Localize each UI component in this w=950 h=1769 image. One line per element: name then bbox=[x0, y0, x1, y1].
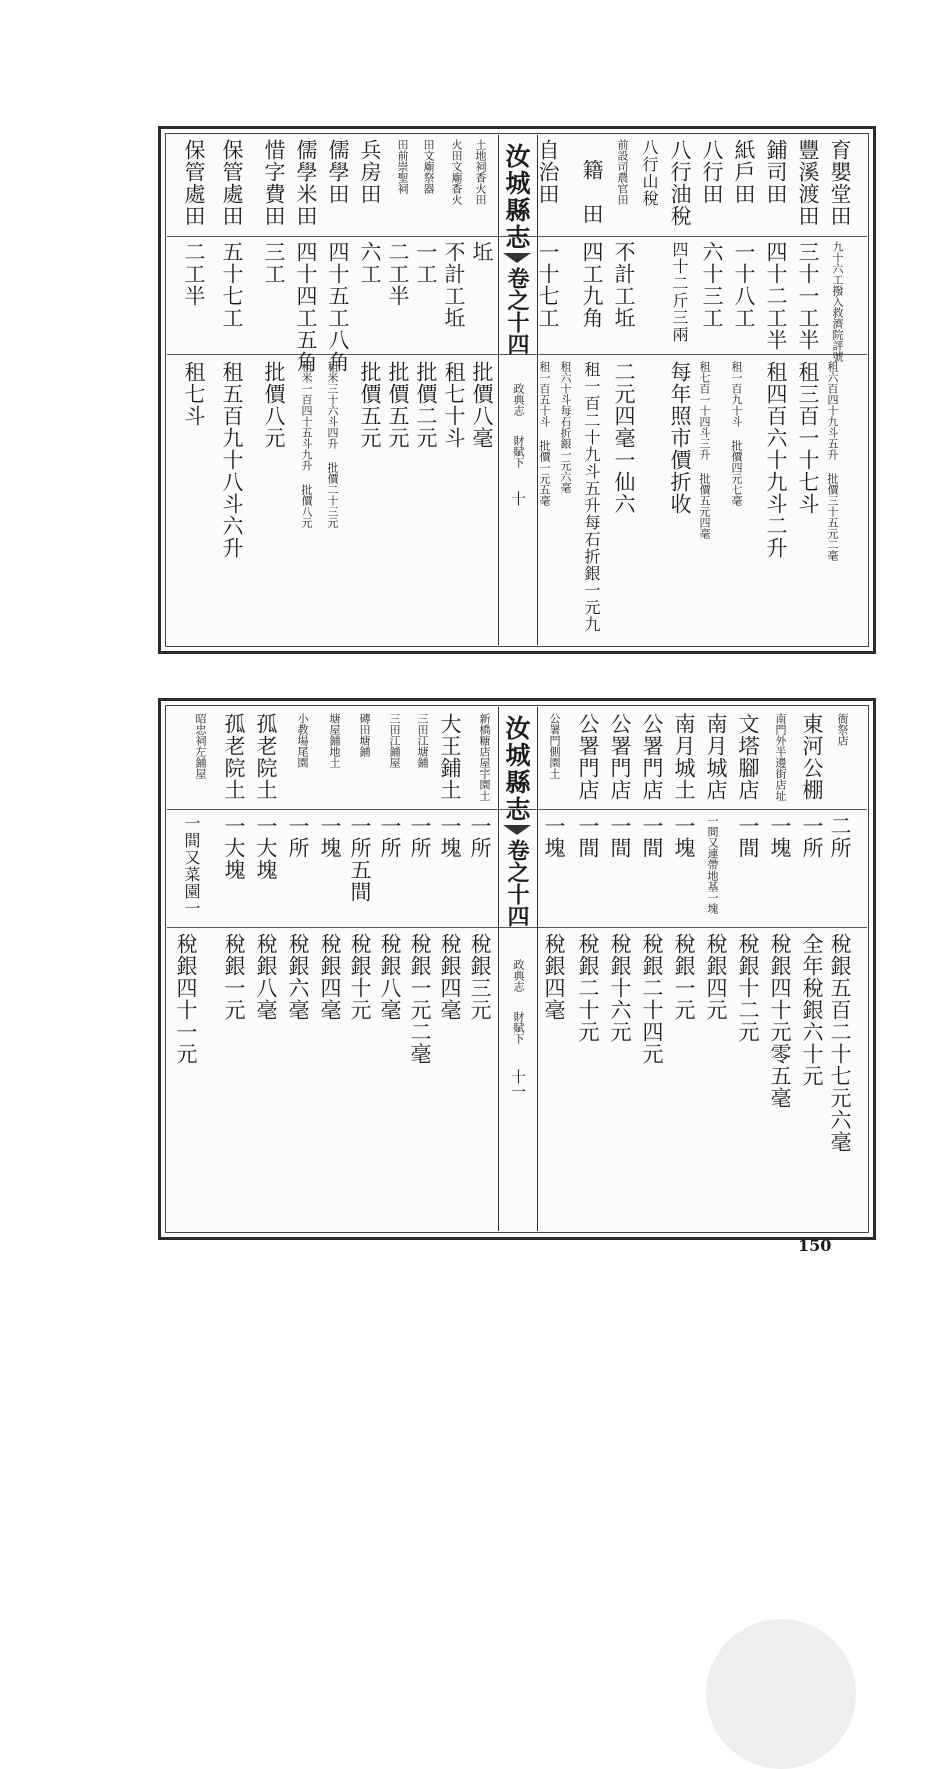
entry-area: 一大塊 bbox=[254, 815, 278, 881]
entry-value: 稅銀二十四元 bbox=[640, 933, 664, 1065]
entry-note: 前設司農官田 bbox=[616, 139, 629, 205]
entry-area: 一塊 bbox=[318, 815, 342, 859]
entry-name: 紙戶田 bbox=[732, 139, 756, 205]
entry-value: 每年照市價折收 bbox=[668, 361, 692, 515]
library-watermark-stamp bbox=[706, 1619, 856, 1769]
entry-name: 孤老院土 bbox=[222, 713, 246, 801]
entry-area: 一塊 bbox=[438, 815, 462, 859]
entry-area: 一塊 bbox=[542, 815, 566, 859]
entry-value: 批價五元 bbox=[358, 361, 382, 449]
entry-value: 批價二元 bbox=[414, 361, 438, 449]
entry-name: 育嬰堂田 bbox=[828, 139, 852, 227]
entry-area: 六工 bbox=[358, 241, 382, 285]
entry-value: 全年稅銀六十元 bbox=[800, 933, 824, 1087]
entry-name: 鋪司田 bbox=[764, 139, 788, 205]
entry-value: 稅銀三元 bbox=[468, 933, 492, 1021]
entry-name: 南門外半邊街店址 bbox=[774, 713, 787, 801]
folio-number: 十 bbox=[509, 491, 527, 506]
entry-value: 租一百二十九斗五升每石折銀一元九 bbox=[582, 361, 601, 633]
fish-tail-mark bbox=[503, 825, 531, 835]
entry-name: 火田文廟香火 bbox=[450, 139, 463, 205]
entry-area: 四十四工五角 bbox=[294, 241, 318, 373]
entry-name: 儒學米田 bbox=[294, 139, 318, 227]
entry-area: 二工半 bbox=[182, 241, 206, 307]
section-label: 政典志 bbox=[512, 959, 525, 992]
entry-name: 公署門店 bbox=[576, 713, 600, 801]
entry-area: 一間 bbox=[736, 815, 760, 859]
entry-value: 租四百六十九斗二升 bbox=[764, 361, 788, 559]
entry-name: 大王鋪土 bbox=[438, 713, 462, 801]
entry-value: 稅銀四毫 bbox=[438, 933, 462, 1021]
entry-value: 租一百五十斗 批價一元五毫 bbox=[538, 361, 551, 506]
entry-area: 一工 bbox=[414, 241, 438, 285]
entry-value: 稅銀十六元 bbox=[608, 933, 632, 1043]
entry-name: 昭忠祠左鋪屋 bbox=[194, 713, 207, 779]
entry-name: 文塔腳店 bbox=[736, 713, 760, 801]
entry-area: 一塊 bbox=[768, 815, 792, 859]
bottom-center-band bbox=[498, 707, 538, 1231]
entry-value: 稅銀五百二十七元六毫 bbox=[828, 933, 852, 1153]
entry-area: 坵 bbox=[470, 241, 494, 263]
book-title: 汝城縣志 bbox=[502, 143, 531, 251]
entry-value: 稅銀四毫 bbox=[542, 933, 566, 1021]
entry-name: 田文廟祭器 bbox=[422, 139, 435, 194]
entry-name: 南月城店 bbox=[704, 713, 728, 801]
entry-area: 四十五工八角 bbox=[326, 241, 350, 373]
entry-value: 租六百四十九斗五升 批價三十五元二毫 bbox=[826, 361, 839, 561]
section-label: 政典志 bbox=[512, 383, 525, 416]
entry-area: 一間 bbox=[608, 815, 632, 859]
entry-value: 批價八元 bbox=[262, 361, 286, 449]
entry-value: 稅銀四十一元 bbox=[174, 933, 198, 1065]
bottom-page bbox=[158, 698, 876, 1240]
entry-value: 租三百一十七斗 bbox=[796, 361, 820, 515]
entry-name: 公署門店 bbox=[608, 713, 632, 801]
entry-value: 稅銀十元 bbox=[348, 933, 372, 1021]
entry-name: 公署門側園土 bbox=[548, 713, 561, 779]
entry-value: 稅銀四毫 bbox=[318, 933, 342, 1021]
book-title: 汝城縣志 bbox=[502, 715, 531, 823]
entry-name: 南月城土 bbox=[672, 713, 696, 801]
entry-area: 一間又菜園一 bbox=[182, 815, 201, 917]
entry-value: 租七十斗 bbox=[442, 361, 466, 449]
entry-name: 儒學田 bbox=[326, 139, 350, 205]
entry-value: 稅銀四十元零五毫 bbox=[768, 933, 792, 1109]
entry-value: 稅銀八毫 bbox=[254, 933, 278, 1021]
entry-name: 三田江塘鋪 bbox=[416, 713, 429, 768]
entry-area: 四十二斤三兩 bbox=[670, 241, 689, 343]
entry-value: 稅銀一元二毫 bbox=[408, 933, 432, 1065]
page-number: 150 bbox=[798, 1236, 832, 1255]
entry-name: 八行油稅 bbox=[668, 139, 692, 227]
entry-name: 保管處田 bbox=[220, 139, 244, 227]
entry-area: 三工 bbox=[262, 241, 286, 285]
entry-area: 一大塊 bbox=[222, 815, 246, 881]
entry-area: 不計工坵 bbox=[442, 241, 466, 329]
entry-name: 塘屋鋪地土 bbox=[328, 713, 341, 768]
entry-area: 二所 bbox=[828, 815, 852, 859]
entry-name: 豐溪渡田 bbox=[796, 139, 820, 227]
entry-area: 三十一工半 bbox=[796, 241, 820, 351]
entry-area: 一間 bbox=[576, 815, 600, 859]
entry-value: 租米三十六斗四升 批價二十三元 bbox=[326, 361, 339, 528]
subsection-label: 財賦下 bbox=[512, 1011, 525, 1044]
entry-area: 六十三工 bbox=[700, 241, 724, 329]
entry-value: 租一百九十斗 批價四元七毫 bbox=[730, 361, 743, 506]
fish-tail-mark bbox=[503, 253, 531, 263]
entry-name: 公署門店 bbox=[640, 713, 664, 801]
folio-number: 十一 bbox=[509, 1069, 527, 1099]
juan-label: 卷之十四 bbox=[504, 839, 530, 927]
entry-value: 批價五元 bbox=[386, 361, 410, 449]
entry-name: 保管處田 bbox=[182, 139, 206, 227]
entry-area: 一所 bbox=[378, 815, 402, 859]
entry-value: 稅銀六毫 bbox=[286, 933, 310, 1021]
entry-value: 稅銀一元 bbox=[672, 933, 696, 1021]
entry-value: 稅銀八毫 bbox=[378, 933, 402, 1021]
entry-name: 衙祭店 bbox=[836, 713, 849, 746]
entry-value: 租七百一十四斗三升 批價五元四毫 bbox=[698, 361, 711, 539]
entry-name: 惜字費田 bbox=[262, 139, 286, 227]
entry-name: 田前崇聖祠 bbox=[396, 139, 409, 194]
entry-name: 新橋糖店屋宇園土 bbox=[478, 713, 491, 801]
entry-value: 稅銀四元 bbox=[704, 933, 728, 1021]
entry-name: 孤老院土 bbox=[254, 713, 278, 801]
entry-area: 一塊 bbox=[672, 815, 696, 859]
entry-area: 九十六工撥入救濟院評號 bbox=[831, 241, 844, 362]
top-center-band bbox=[498, 135, 538, 645]
entry-area: 一所 bbox=[468, 815, 492, 859]
top-page bbox=[158, 126, 876, 654]
entry-value: 租米一百四十五斗九升 批價八元 bbox=[300, 361, 313, 528]
entry-name: 小教場尾園 bbox=[296, 713, 309, 768]
entry-area: 四十二工半 bbox=[764, 241, 788, 351]
subsection-label: 財賦下 bbox=[512, 435, 525, 468]
juan-label: 卷之十四 bbox=[504, 267, 530, 355]
entry-name: 土地祠香火田 bbox=[474, 139, 487, 205]
entry-area: 一所 bbox=[408, 815, 432, 859]
entry-name: 兵房田 bbox=[358, 139, 382, 205]
entry-area: 一間 bbox=[640, 815, 664, 859]
entry-area: 一所 bbox=[800, 815, 824, 859]
entry-value: 稅銀一元 bbox=[222, 933, 246, 1021]
entry-area: 一十八工 bbox=[732, 241, 756, 329]
entry-value: 租七斗 bbox=[182, 361, 206, 427]
entry-area: 一所五間 bbox=[348, 815, 372, 903]
entry-value: 租六十斗每石折銀一元六毫 bbox=[559, 361, 572, 493]
entry-name: 三田江鋪屋 bbox=[388, 713, 401, 768]
entry-area: 一間又連帶地基一塊 bbox=[706, 815, 719, 914]
entry-value: 租五百九十八斗六升 bbox=[220, 361, 244, 559]
entry-value: 稅銀十二元 bbox=[736, 933, 760, 1043]
entry-value: 二元四毫一仙六 bbox=[612, 361, 636, 515]
entry-value: 批價八毫 bbox=[470, 361, 494, 449]
entry-area: 二工半 bbox=[386, 241, 410, 307]
entry-area: 五十七工 bbox=[220, 241, 244, 329]
entry-value: 稅銀二十元 bbox=[576, 933, 600, 1043]
entry-name: 八行山稅 bbox=[640, 139, 659, 207]
entry-area: 一所 bbox=[286, 815, 310, 859]
entry-name: 磚田塘鋪 bbox=[358, 713, 371, 757]
entry-area: 一十七工 bbox=[536, 241, 560, 329]
entry-name: 自治田 bbox=[536, 139, 560, 205]
entry-area: 不計工坵 bbox=[612, 241, 636, 329]
entry-name: 八行田 bbox=[700, 139, 724, 205]
entry-name: 東河公棚 bbox=[800, 713, 824, 801]
entry-area: 四工九角 bbox=[580, 241, 604, 329]
entry-name: 籍 田 bbox=[580, 159, 604, 225]
